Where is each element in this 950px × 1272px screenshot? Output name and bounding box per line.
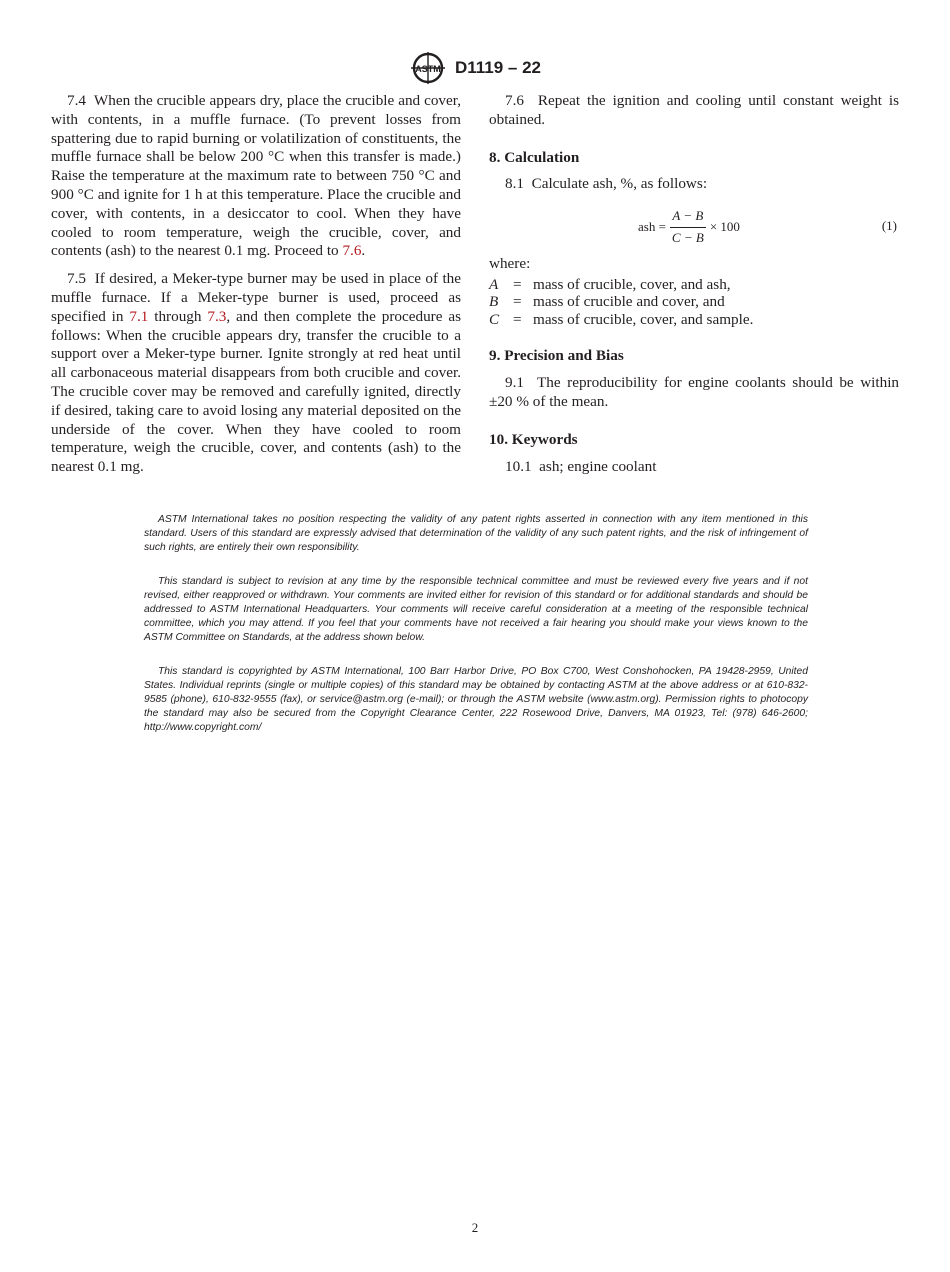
definition-row: B = mass of crucible and cover, and — [489, 293, 725, 311]
paragraph-10-1: 10.1 ash; engine coolant — [505, 457, 657, 475]
equation-denominator: C − B — [670, 227, 706, 248]
paragraph-7-4: 7.4 When the crucible appears dry, place the crucible and cover, with contents, in a muffle furnace. (To prevent losses from spattering due to rapid burning or volatilization of constituents, the muffle furnace shall be below 200 °C when this transfer is made.) Raise the temperature at the maximum rate to between 750 °C and 900 °C and ignite for 1 h at this temperature. Place the crucible and cover, with contents, in a desiccator to cool. When they have cooled to room temperature, weigh the crucible, cover, and contents (ash) to the nearest 0.1 mg. Proceed to 7.6. — [51, 92, 462, 260]
legal-notice — [144, 513, 808, 755]
paragraph-7-5: 7.5 If desired, a Meker-type burner may be used in place of the muffle furnace. If a Meker-type burner is used, proceed as specified in 7.1 through 7.3, and then complete the procedure as follows: When the crucible appears dry, transfer the crucible to a support over a Meker-type burner. Ignite strongly at red heat until all carbonaceous material disappears from both crucible and cover. The crucible cover may be removed and carefully ignited, directly if desired, taking care to avoid losing any material deposited on the underside of the cover. When they have cooled to room temperature, weigh the crucible, cover, and contents (ash) to the nearest 0.1 mg. — [51, 270, 462, 476]
paragraph-number: 10.1 — [505, 457, 532, 475]
definition-row: A = mass of crucible, cover, and ash, — [489, 275, 731, 293]
paragraph-8-1: 8.1 Calculate ash, %, as follows: — [505, 175, 708, 193]
paragraph-number: 7.6 — [505, 92, 524, 109]
paragraph-9-1: 9.1 The reproducibility for engine coolants should be within ±20 % of the mean. — [489, 374, 900, 411]
right-column — [489, 92, 899, 485]
document-designation: D1119 – 22 — [454, 58, 542, 77]
section-heading-precision-bias: 9. Precision and Bias — [489, 347, 624, 365]
page-number: 2 — [471, 1220, 479, 1235]
link-7-3[interactable]: 7.3 — [207, 307, 227, 325]
equation-multiplier: × 100 — [709, 219, 740, 235]
where-label: where: — [489, 255, 531, 273]
paragraph-number: 7.4 — [67, 92, 86, 109]
equation-number: (1) — [881, 218, 897, 234]
paragraph-number: 9.1 — [505, 374, 524, 392]
paragraph-7-6: 7.6 Repeat the ignition and cooling until constant weight is obtained. — [489, 92, 900, 128]
equation-lhs: ash = — [638, 219, 666, 235]
equation-1 — [489, 203, 899, 245]
equation-numerator: A − B — [672, 208, 704, 224]
copyright-notice: This standard is copyrighted by ASTM International, 100 Barr Harbor Drive, PO Box C700, West Conshohocken, PA 19428-2959, United States. Individual reprints (single or multiple copies) of this standard may be obtained by contacting ASTM at the above address or at 610-832-9585 (phone), 610-832-9555 (fax), or service@astm.org (e-mail); or through the ASTM website (www.astm.org). Permission rights to photocopy the standard may also be secured from the Copyright Clearance Center, 222 Rosewood Drive, Danvers, MA 01923, Tel: (978) 646-2600; http://www.copyright.com/ — [144, 666, 808, 733]
paragraph-number: 7.5 — [67, 270, 86, 288]
variable-definitions — [489, 276, 899, 329]
astm-logo-icon — [409, 51, 447, 85]
left-column — [51, 92, 461, 486]
paragraph-text: When the crucible appears dry, place the crucible and cover, with contents, in a muffle furnace. (To prevent losses from spattering due to rapid burning or volatilization of constituents, the muffle furnace shall be below 200 °C when this transfer is made.) Raise the temperature at the maximum rate to between 750 °C and 900 °C and ignite for 1 h at this temperature. Place the crucible and cover, with contents, in a desiccator to cool. When they have cooled to room temperature, weigh the crucible, cover, and contents (ash) to the nearest 0.1 mg. Proceed to — [51, 92, 462, 260]
section-heading-keywords: 10. Keywords — [489, 430, 578, 448]
paragraph-number: 8.1 — [505, 175, 524, 193]
link-7-1[interactable]: 7.1 — [129, 307, 149, 325]
svg-text:ASTM: ASTM — [415, 64, 441, 74]
definition-row: C = mass of crucible, cover, and sample. — [489, 310, 754, 328]
link-7-6[interactable]: 7.6 — [342, 242, 362, 260]
patent-notice: ASTM International takes no position respecting the validity of any patent rights asserted in connection with any item mentioned in this standard. Users of this standard are expressly advised that determination of the validity of any such patent rights, and the risk of infringement of such rights, are entirely their own responsibility. — [144, 514, 808, 553]
page-header — [0, 51, 950, 85]
equation-fraction — [670, 207, 706, 248]
section-heading-calculation: 8. Calculation — [489, 148, 580, 166]
revision-notice: This standard is subject to revision at any time by the responsible technical committee and must be reviewed every five years and if not revised, either reapproved or withdrawn. Your comments are invited either for revision of this standard or for additional standards and should be addressed to ASTM International Headquarters. Your comments will receive careful consideration at a meeting of the responsible technical committee, which you may attend. If you feel that your comments have not received a fair hearing you should make your views known to the ASTM Committee on Standards, at the address shown below. — [144, 576, 808, 643]
